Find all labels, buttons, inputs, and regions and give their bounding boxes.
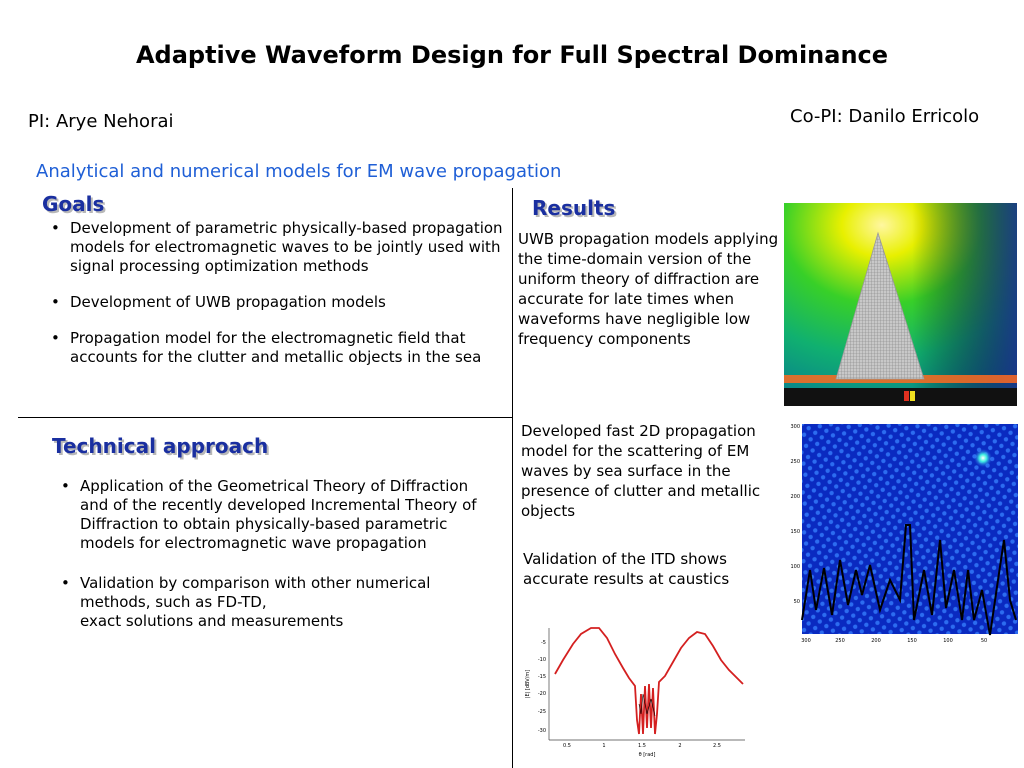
itd-curve	[555, 628, 743, 734]
itd-y-tick: -10	[537, 657, 546, 663]
source-spot	[974, 449, 992, 467]
sea-scattering-figure	[790, 420, 1022, 650]
itd-y-tick: -5	[541, 640, 546, 646]
itd-y-tick: -30	[537, 728, 546, 734]
itd-x-tick: 2.5	[713, 743, 721, 749]
results-uwb-text: UWB propagation models applying the time-domain version of the uniform theory of diffraction are accurate for late times when waveforms have negligible low frequency components	[518, 230, 779, 348]
sea-x-tick: 150	[907, 638, 917, 644]
itd-validation-figure	[519, 624, 749, 760]
sea-x-tick: 300	[801, 638, 811, 644]
goals-item: • Development of UWB propagation models	[46, 293, 514, 312]
goals-heading: Goals	[42, 192, 105, 216]
results-itd-text: Validation of the ITD shows accurate results at caustics	[523, 550, 730, 588]
sea-y-tick: 100	[790, 564, 800, 570]
itd-x-tick: 0.5	[563, 743, 571, 749]
sea-x-tick: 50	[980, 638, 988, 644]
pi-name: PI: Arye Nehorai	[28, 111, 174, 132]
sea-y-tick: 300	[790, 424, 800, 430]
itd-x-tick: 1.5	[638, 743, 646, 749]
co-pi-name: Co-PI: Danilo Erricolo	[790, 106, 980, 127]
technical-approach-list	[56, 477, 496, 652]
sea-x-tick: 250	[835, 638, 845, 644]
itd-x-tick: 2	[678, 743, 682, 749]
goals-list	[46, 219, 514, 384]
results-sea-text: Developed fast 2D propagation model for the scattering of EM waves by sea surface in the presence of clutter and metallic objects	[521, 422, 761, 520]
goals-item: • Development of parametric physically-based propagation models for electromagnetic waves to be jointly used with signal processing optimization methods	[46, 219, 514, 276]
technical-approach-heading: Technical approach	[52, 434, 269, 458]
sea-y-tick: 50	[793, 599, 800, 605]
sea-y-tick: 250	[790, 459, 800, 465]
horizontal-divider	[18, 417, 512, 418]
sea-y-tick: 150	[790, 529, 800, 535]
technical-item: • Validation by comparison with other numerical methods, such as FD-TD, exact solutions and measurements	[56, 574, 496, 631]
sea-x-tick: 200	[871, 638, 881, 644]
itd-x-tick: 1	[602, 743, 606, 749]
itd-ylabel: |E| [dBV/m]	[525, 669, 531, 699]
technical-item: • Application of the Geometrical Theory of Diffraction and of the recently developed Incremental Theory of Diffraction to obtain physically-based parametric models for electromagnetic wave propagation	[56, 477, 496, 553]
results-heading: Results	[532, 196, 616, 220]
uwb-field-figure	[784, 203, 1017, 406]
itd-y-tick: -20	[537, 691, 546, 697]
sea-y-tick: 200	[790, 494, 800, 500]
section-subtitle: Analytical and numerical models for EM wave propagation	[36, 161, 562, 182]
itd-y-tick: -15	[537, 674, 546, 680]
page-title: Adaptive Waveform Design for Full Spectral Dominance	[135, 41, 889, 69]
colorbar	[784, 388, 1017, 406]
goals-item: • Propagation model for the electromagnetic field that accounts for the clutter and metallic objects in the sea	[46, 329, 514, 367]
itd-y-tick: -25	[537, 709, 546, 715]
itd-xlabel: θ [rad]	[638, 752, 656, 758]
sea-x-tick: 100	[943, 638, 953, 644]
